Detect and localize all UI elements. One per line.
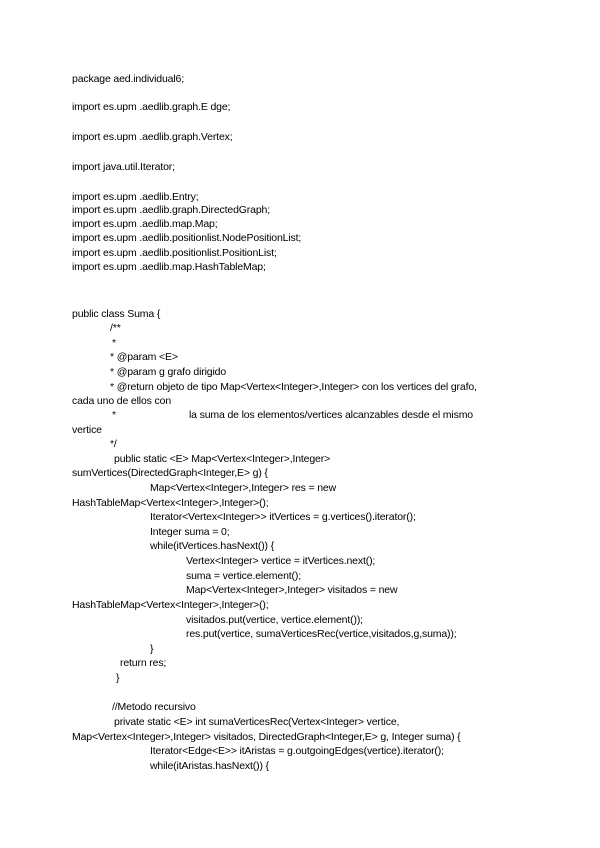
code-line: Map<Vertex<Integer>,Integer> visitados, DirectedGraph<Integer,E> g, Integer suma) { (72, 731, 461, 743)
code-line: visitados.put(vertice, vertice.element()); (186, 614, 363, 626)
code-line: //Metodo recursivo (112, 701, 196, 713)
code-line: HashTableMap<Vertex<Integer>,Integer>(); (72, 599, 269, 611)
code-line: vertice (72, 424, 102, 436)
code-line: public static <E> Map<Vertex<Integer>,Integer> (114, 453, 331, 465)
code-line: private static <E> int sumaVerticesRec(Vertex<Integer> vertice, (114, 716, 400, 728)
code-line: Vertex<Integer> vertice = itVertices.next(); (186, 555, 376, 567)
code-line: sumVertices(DirectedGraph<Integer,E> g) { (72, 467, 268, 479)
code-line: import es.upm .aedlib.graph.E dge; (72, 101, 231, 113)
code-line: * @param g grafo dirigido (110, 366, 227, 378)
code-line: * (112, 337, 116, 349)
code-line: HashTableMap<Vertex<Integer>,Integer>(); (72, 497, 269, 509)
code-line: * (112, 409, 116, 421)
code-line: Iterator<Edge<E>> itAristas = g.outgoingEdges(vertice).iterator(); (150, 745, 444, 757)
code-line: */ (110, 438, 117, 450)
code-line: * @return objeto de tipo Map<Vertex<Integer>,Integer> con los vertices del grafo, (110, 381, 477, 393)
code-line: import es.upm .aedlib.map.Map; (72, 218, 218, 230)
code-line: import es.upm .aedlib.graph.Vertex; (72, 131, 233, 143)
code-line: } (150, 643, 154, 655)
code-line: res.put(vertice, sumaVerticesRec(vertice,visitados,g,suma)); (186, 628, 457, 640)
code-line: while(itAristas.hasNext()) { (150, 760, 269, 772)
code-line: import es.upm .aedlib.positionlist.NodePositionList; (72, 232, 302, 244)
code-line: public class Suma { (72, 308, 161, 320)
code-line: import java.util.Iterator; (72, 161, 175, 173)
code-line: Map<Vertex<Integer>,Integer> res = new (150, 482, 337, 494)
code-line: Iterator<Vertex<Integer>> itVertices = g.vertices().iterator(); (150, 511, 416, 523)
code-line: import es.upm .aedlib.Entry; (72, 191, 199, 203)
code-line: import es.upm .aedlib.graph.DirectedGraph; (72, 204, 270, 216)
code-line: la suma de los elementos/vertices alcanzables desde el mismo (189, 409, 473, 421)
code-line: Integer suma = 0; (150, 526, 230, 538)
code-line: return res; (120, 657, 167, 669)
code-line: Map<Vertex<Integer>,Integer> visitados = new (186, 584, 398, 596)
code-line: import es.upm .aedlib.map.HashTableMap; (72, 261, 266, 273)
code-line: * @param <E> (110, 351, 178, 363)
code-line: } (116, 672, 120, 684)
code-line: package aed.individual6; (72, 73, 184, 85)
code-line: import es.upm .aedlib.positionlist.PositionList; (72, 247, 277, 259)
code-line: while(itVertices.hasNext()) { (150, 540, 275, 552)
code-line: /** (110, 322, 121, 334)
code-line: cada uno de ellos con (72, 395, 172, 407)
code-line: suma = vertice.element(); (186, 570, 302, 582)
